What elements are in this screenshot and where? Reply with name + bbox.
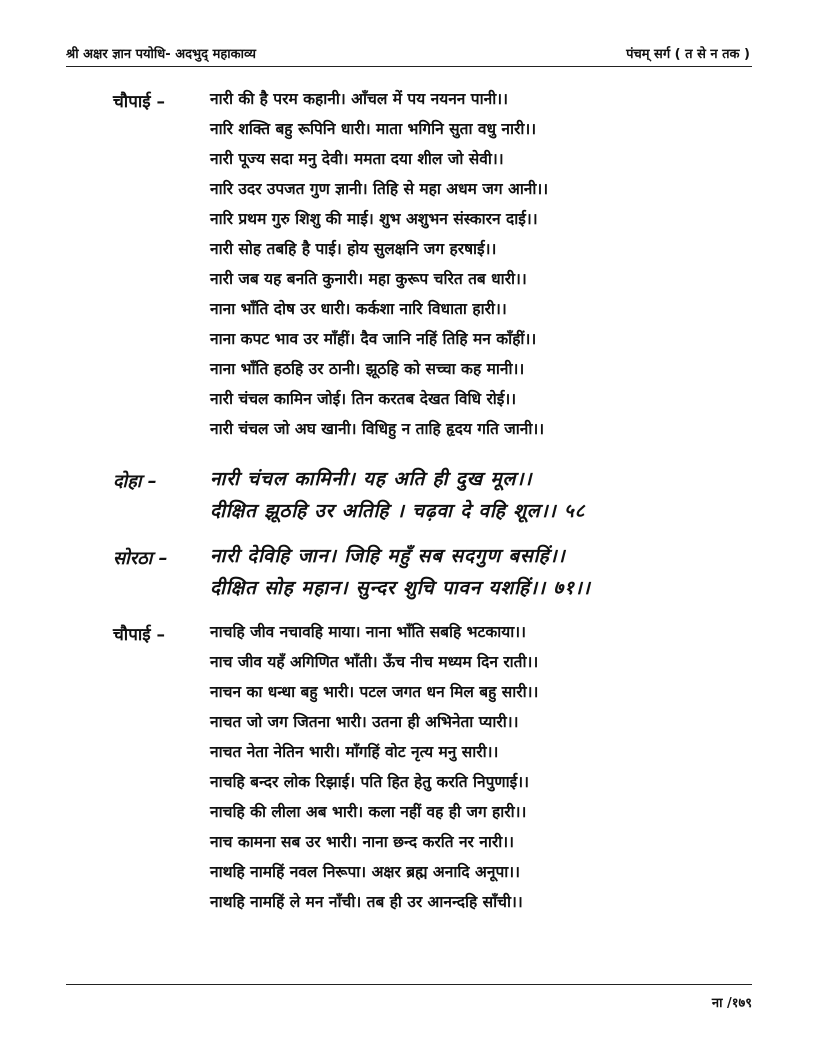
section-label: चौपाई – <box>113 92 166 112</box>
verse-line: नाथहि नामहिं ले मन नाँची। तब ही उर आनन्दहि साँची।। <box>210 893 523 911</box>
footer-divider <box>66 984 752 985</box>
verse-line: नाचन का धन्धा बहु भारी। पटल जगत धन मिल बहु सारी।। <box>210 683 539 701</box>
verse-lines <box>210 617 538 917</box>
verse-line: नारी जब यह बनति कुनारी। महा कुरूप चरित तब धारी।। <box>210 270 527 288</box>
verse-line: नाचहि जीव नचावहि माया। नाना भाँति सबहि भटकाया।। <box>210 623 527 641</box>
verse-line: नाचहि की लीला अब भारी। कला नहीं वह ही जग हारी।। <box>210 803 527 821</box>
verse-line: दीक्षित सोह महान। सुन्दर शुचि पावन यशहिं।। ७१।। <box>210 577 591 599</box>
page-number: ना /१७९ <box>711 996 752 1011</box>
section-label: चौपाई – <box>113 625 166 645</box>
chapter-title: पंचम् सर्ग ( त से न तक ) <box>626 47 750 62</box>
verse-line: नाना कपट भाव उर माँहीं। दैव जानि नहिं तिहि मन काँहीं।। <box>210 330 537 348</box>
section-label: दोहा – <box>113 471 157 492</box>
verse-lines <box>210 84 548 444</box>
verse-line: नाचत नेता नेतिन भारी। माँगहिं वोट नृत्य मनु सारी।। <box>210 743 499 761</box>
book-title: श्री अक्षर ज्ञान पयोधि- अदभुद् महाकाव्य <box>66 47 256 62</box>
section-label: सोरठा – <box>113 548 168 569</box>
verse-line: नाच कामना सब उर भारी। नाना छन्द करति नर नारी।। <box>210 833 515 851</box>
verse-line: नारि उदर उपजत गुण ज्ञानी। तिहि से महा अधम जग आनी।। <box>210 180 549 198</box>
verse-line: नारी की है परम कहानी। आँचल में पय नयनन पानी।। <box>210 90 508 108</box>
verse-line: नाना भाँति हठहि उर ठानी। झूठहि को सच्चा कह मानी।। <box>210 360 525 378</box>
verse-line: नारी पूज्य सदा मनु देवी। ममता दया शील जो सेवी।। <box>210 150 504 168</box>
verse-lines <box>210 540 591 604</box>
verse-line: नाथहि नामहिं नवल निरूपा। अक्षर ब्रह्म अनादि अनूपा।। <box>210 863 521 881</box>
verse-line: नाना भाँति दोष उर धारी। कर्कशा नारि विधाता हारी।। <box>210 300 507 318</box>
page-header <box>66 40 752 67</box>
verse-line: नारी चंचल जो अघ खानी। विधिहु न ताहि हृदय गति जानी।। <box>210 420 545 438</box>
verse-line: दीक्षित झूठहि उर अतिहि । चढ़वा दे वहि शूल।। ५८ <box>210 500 586 522</box>
verse-line: नारि शक्ति बहु रूपिनि धारी। माता भगिनि सुता वधु नारी।। <box>210 120 537 138</box>
verse-line: नाचत जो जग जितना भारी। उतना ही अभिनेता प्यारी।। <box>210 713 519 731</box>
verse-line: नाच जीव यहँ अगिणित भाँती। ऊँच नीच मध्यम दिन राती।। <box>210 653 539 671</box>
verse-line: नारि प्रथम गुरु शिशु की माई। शुभ अशुभन संस्कारन दाई।। <box>210 210 538 228</box>
verse-line: नारी चंचल कामिन जोई। तिन करतब देखत विधि रोई।। <box>210 390 517 408</box>
verse-lines <box>210 463 585 527</box>
verse-line: नाचहि बन्दर लोक रिझाई। पति हित हेतु करति निपुणाई।। <box>210 773 529 791</box>
verse-line: नारी सोह तबहि है पाई। होय सुलक्षनि जग हरषाई।। <box>210 240 497 258</box>
verse-line: नारी चंचल कामिनी। यह अति ही दुख मूल।। <box>210 468 533 490</box>
verse-line: नारी देविहि जान। जिहि महुँ सब सदगुण बसहिं।। <box>210 545 566 567</box>
